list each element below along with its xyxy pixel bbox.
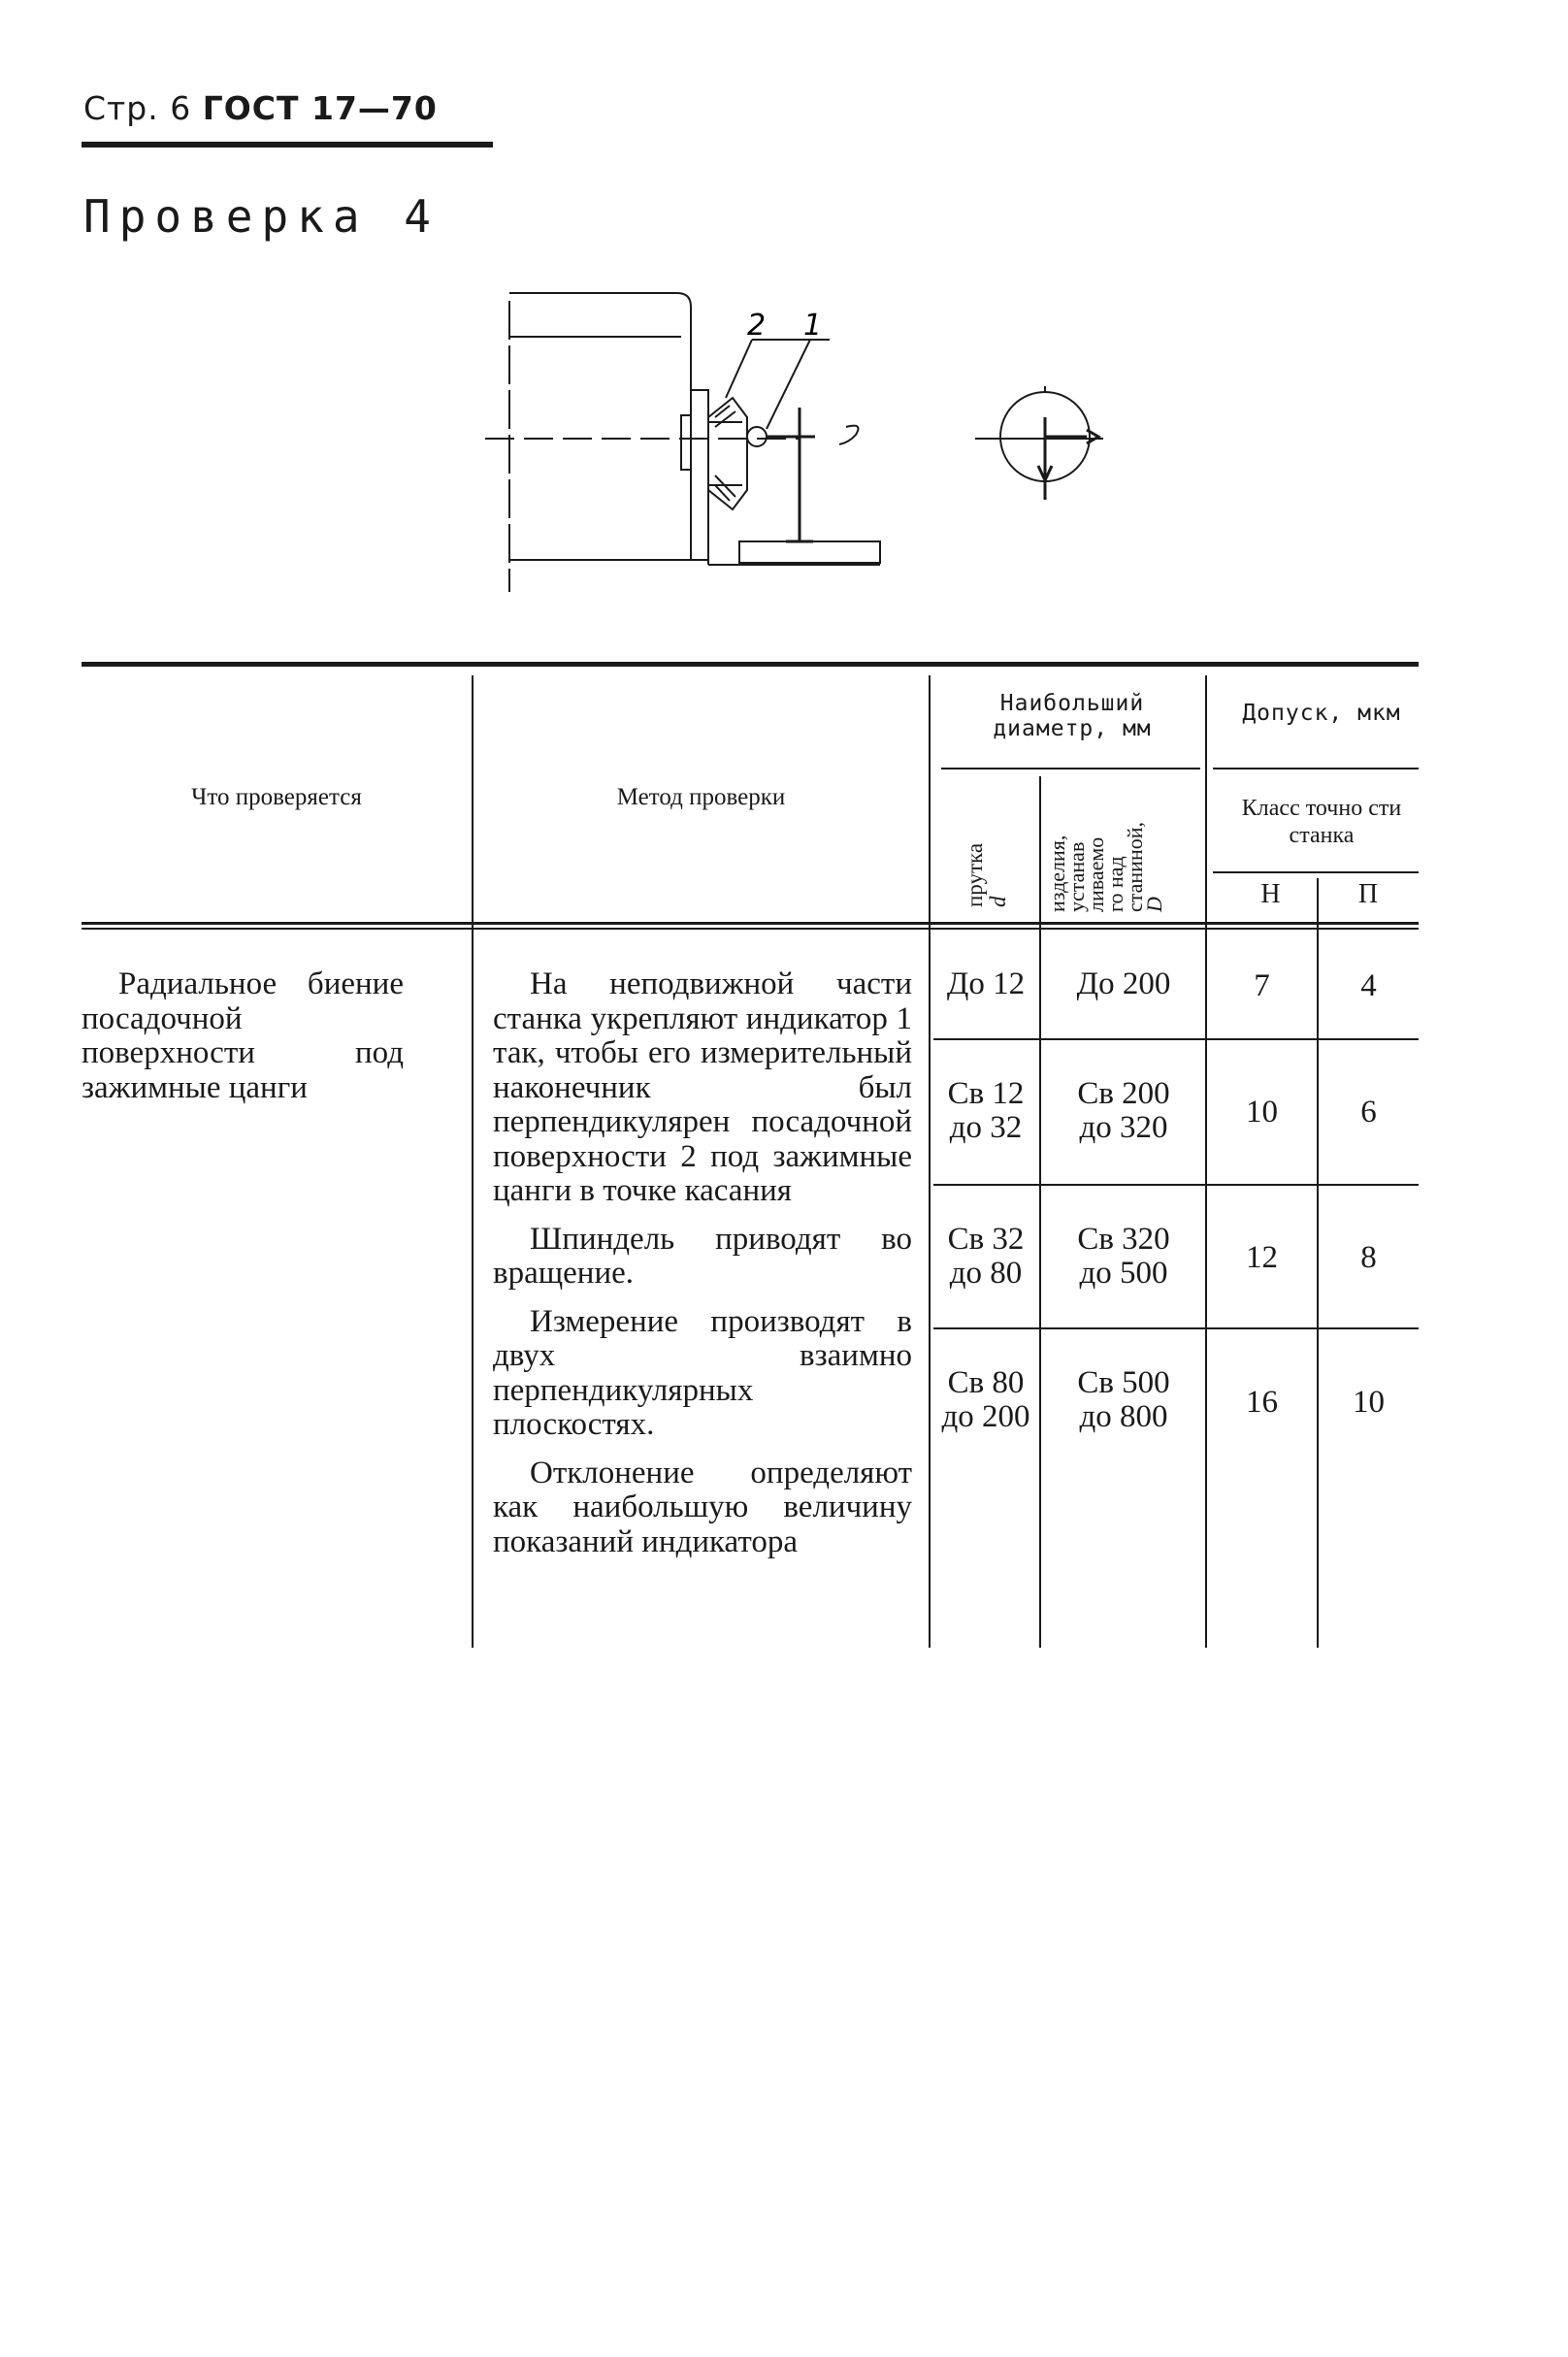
method-paragraph: Измерение производят в двух взаимно перпендикулярных плоскостях. — [493, 1303, 912, 1442]
header-rule-diam — [941, 768, 1200, 769]
section-title: Проверка 4 — [83, 190, 440, 243]
method-paragraph: Отклонение определяют как наибольшую величину показаний индикатора — [493, 1455, 912, 1559]
rod-diameter-row-3: Св 32 до 80 — [947, 1222, 1025, 1291]
figure-label-1: 1 — [803, 309, 823, 343]
workpiece-diameter-row-2: Св 200 до 320 — [1077, 1076, 1170, 1145]
workpiece-diameter-row-1: До 200 — [1076, 966, 1171, 1001]
tolerance-h-row-1: 7 — [1254, 968, 1270, 1003]
header-workpiece-diameter: изделия, устанав ливаемо го над станиной, D — [1045, 821, 1166, 912]
tolerance-p-row-3: 8 — [1360, 1240, 1377, 1275]
row-rule-2 — [933, 1184, 1419, 1186]
table-header-separator — [82, 922, 1419, 925]
inspection-diagram — [466, 281, 1126, 592]
tolerance-h-row-3: 12 — [1246, 1240, 1278, 1275]
rod-diameter-row-2: Св 12 до 32 — [947, 1076, 1025, 1145]
tolerance-p-row-1: 4 — [1360, 968, 1377, 1003]
method-paragraph: Шпиндель приводят во вращение. — [493, 1221, 912, 1291]
col-divider-1 — [472, 675, 474, 1648]
workpiece-diameter-row-3: Св 320 до 500 — [1077, 1222, 1170, 1291]
table-top-rule — [82, 662, 1419, 667]
tolerance-h-row-4: 16 — [1246, 1385, 1278, 1420]
row-rule-1 — [933, 1038, 1419, 1040]
header-max-diameter: Наибольший диаметр, мм — [993, 691, 1152, 742]
method-text — [493, 967, 912, 1573]
page-number: Стр. 6 — [83, 89, 192, 127]
col-divider-2 — [929, 675, 931, 1648]
header-what: Что проверяется — [191, 784, 362, 810]
col-divider-4 — [1205, 675, 1207, 1648]
page-header — [83, 89, 438, 127]
header-method: Метод проверки — [616, 784, 786, 810]
standard-number: ГОСТ 17—70 — [202, 89, 438, 127]
header-accuracy-class: Класс точно сти станка — [1241, 796, 1402, 848]
method-paragraph: На неподвижной части станка укрепляют индикатор 1 так, чтобы его измерительный наконечник был перпендикулярен посадочной поверхности 2 под зажимные цанги в точке касания — [493, 966, 912, 1208]
header-tolerance: Допуск, мкм — [1242, 701, 1401, 726]
row-rule-3 — [933, 1327, 1419, 1329]
col-divider-3 — [1039, 776, 1041, 1648]
header-rule — [82, 142, 493, 147]
header-class-p: П — [1357, 879, 1379, 909]
figure-label-2: 2 — [747, 309, 767, 343]
header-rule-tol — [1213, 768, 1419, 769]
tolerance-p-row-2: 6 — [1360, 1095, 1377, 1129]
header-class-h: Н — [1260, 879, 1281, 909]
table-header-separator-2 — [82, 928, 1419, 930]
workpiece-diameter-row-4: Св 500 до 800 — [1077, 1365, 1170, 1434]
rod-diameter-row-4: Св 80 до 200 — [941, 1365, 1030, 1434]
tolerance-h-row-2: 10 — [1246, 1095, 1278, 1129]
header-rule-class — [1213, 871, 1419, 873]
header-rod-diameter: прутка d — [963, 842, 1011, 907]
tolerance-p-row-4: 10 — [1353, 1385, 1385, 1420]
checked-item: Радиальное биение посадочной поверхности под зажимные цанги — [82, 966, 404, 1105]
rod-diameter-row-1: До 12 — [946, 966, 1026, 1001]
